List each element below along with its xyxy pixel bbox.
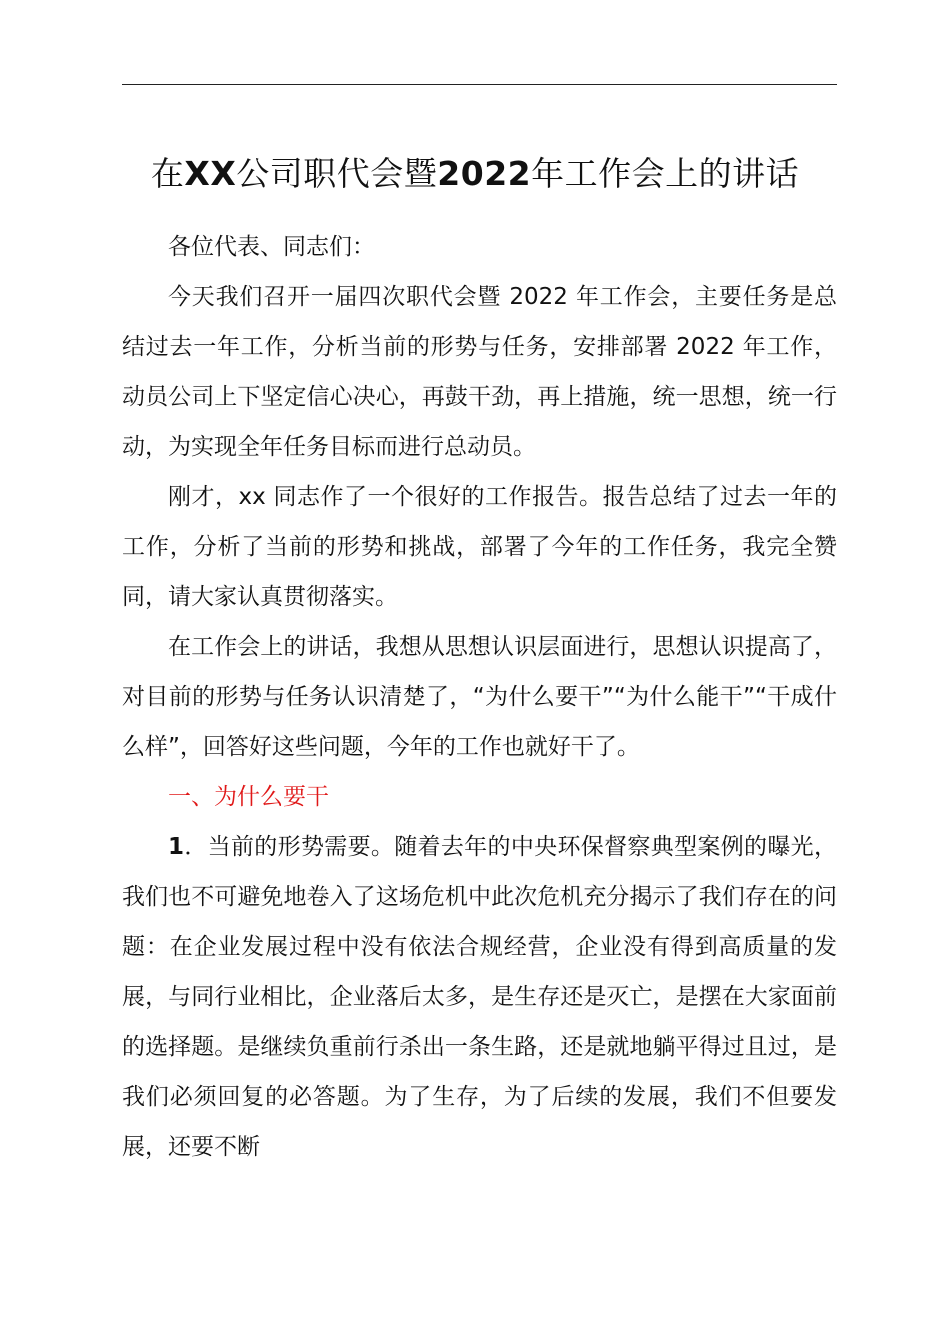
document-body — [122, 222, 837, 1172]
header-rule — [122, 84, 837, 85]
section-heading-1: 一、为什么要干 — [168, 784, 329, 810]
title-pre: 在 — [150, 154, 185, 193]
paragraph-3: 在工作会上的讲话，我想从思想认识层面进行，思想认识提高了，对目前的形势与任务认识清楚了，“为什么要干”“为什么能干”“干成什么样”，回答好这些问题，今年的工作也就好干了。 — [122, 634, 837, 760]
paragraph-1: 今天我们召开一届四次职代会暨 2022 年工作会，主要任务是总结过去一年工作，分析当前的形势与任务，安排部署 2022 年工作，动员公司上下坚定信心决心，再鼓干劲，再上措施，统一思想，统一行动，为实现全年任务目标而进行总动员。 — [122, 284, 837, 460]
title-year: 2022 — [437, 154, 532, 193]
title-xx: XX — [184, 154, 237, 193]
document-title — [0, 148, 950, 200]
paragraph-4 — [122, 822, 837, 1172]
title-mid: 公司职代会暨 — [236, 154, 438, 193]
paragraph-2: 刚才，xx 同志作了一个很好的工作报告。报告总结了过去一年的工作，分析了当前的形势和挑战，部署了今年的工作任务，我完全赞同，请大家认真贯彻落实。 — [122, 484, 837, 610]
greeting: 各位代表、同志们： — [168, 234, 375, 260]
paragraph-4-text: ．当前的形势需要。随着去年的中央环保督察典型案例的曝光，我们也不可避免地卷入了这场危机中此次危机充分揭示了我们存在的问题：在企业发展过程中没有依法合规经营，企业没有得到高质量的发展，与同行业相比，企业落后太多，是生存还是灭亡，是摆在大家面前的选择题。是继续负重前行杀出一条生路，还是就地躺平得过且过，是我们必须回复的必答题。为了生存，为了后续的发展，我们不但要发展，还要不断 — [122, 834, 837, 1160]
title-post: 年工作会上的讲话 — [531, 154, 800, 193]
paragraph-4-number: 1 — [168, 834, 185, 860]
